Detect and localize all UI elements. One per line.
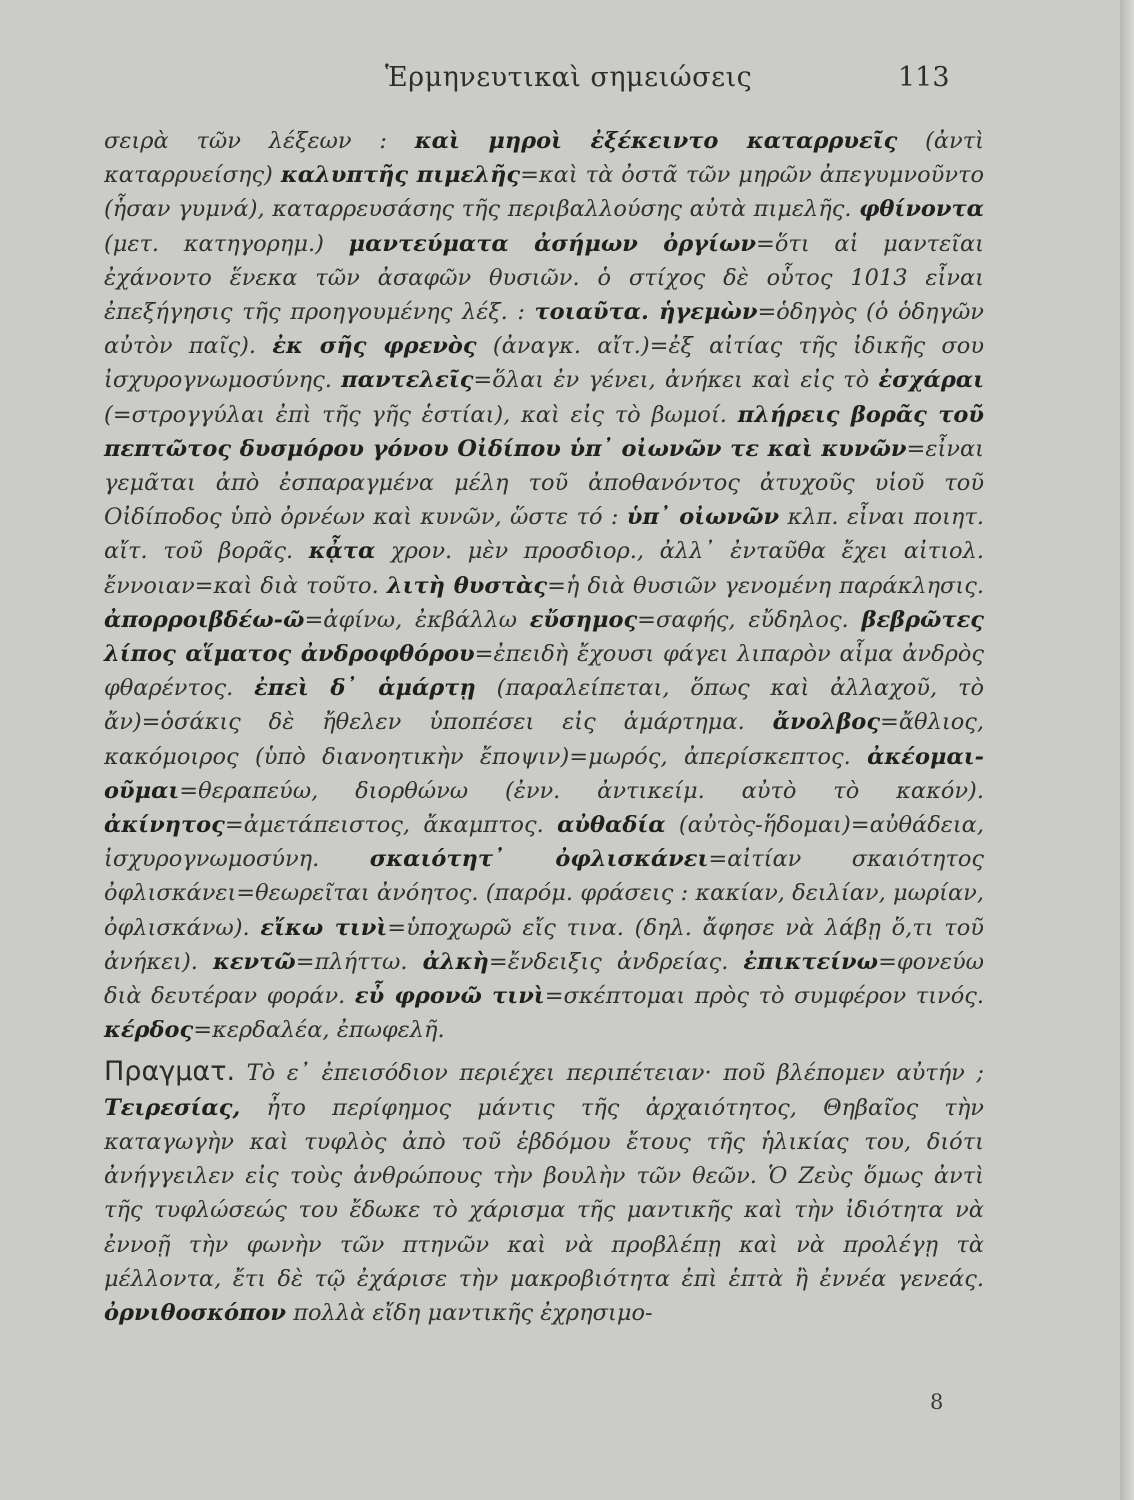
lemma-term: πλήρεις βορᾶς τοῦ πεπτῶτος δυσμόρου γόνου Οἰδίπου ὑπ᾽ οἰωνῶν τε καὶ κυνῶν (104, 401, 984, 462)
gloss-text: (ἀντὶ καταρρυείσης) (104, 128, 985, 189)
gloss-text: =ὑποχωρῶ εἴς τινα. (δηλ. ἄφησε νὰ λάβῃ ὅ,τι τοῦ ἀνήκει). (104, 914, 984, 975)
gloss-text: =ἀφίνω, ἐκβάλλω (304, 606, 530, 633)
lemma-term: ἄνολβος (772, 709, 881, 736)
lemma-term: ἀλκὴ (422, 948, 489, 975)
body-text (104, 124, 984, 1330)
lemma-term: σκαιότητ᾽ ὀφλισκάνει (369, 846, 709, 873)
pragmat-body (104, 1060, 984, 1325)
gloss-text: =φονεύω διὰ δευτέραν φοράν. (104, 948, 984, 1010)
lemma-term: τοιαῦτα. ἡγεμὼν (534, 299, 758, 326)
gloss-text: (μετ. κατηγορημ.) (104, 230, 349, 257)
gloss-text: =ὅλαι ἐν γένει, ἀνήκει καὶ εἰς τὸ (473, 367, 879, 394)
lemma-term: κέρδος (104, 1017, 194, 1044)
lemma-term: εἴκω τινὶ (260, 914, 388, 941)
gloss-text: (αὐτὸς-ἥδομαι)=αὐθάδεια, ἰσχυρογνωμοσύνη. (104, 812, 984, 873)
running-head: Ἑρμηνευτικαὶ σημειώσεις (385, 62, 753, 93)
gloss-text: =ἔνδειξις ἀνδρείας. (488, 948, 744, 975)
gloss-text: κλπ. εἶναι ποιητ. αἴτ. τοῦ βορᾶς. (104, 504, 984, 565)
lemma-term: ὀρνιθοσκόπον (104, 1299, 287, 1326)
gloss-text: χρον. μὲν προσδιορ., ἀλλ᾽ ἐνταῦθα ἔχει αἰτιολ. ἔννοιαν=καὶ διὰ τοῦτο. (104, 538, 984, 599)
lemma-term: μαντεύματα ἀσήμων ὀργίων (348, 230, 757, 257)
lemma-term: ἐπεὶ δ᾽ ἁμάρτῃ (254, 675, 476, 702)
gloss-text: =θεραπεύω, διορθώνω (ἐνν. ἀντικείμ. αὐτὸ τὸ κακόν). (179, 777, 984, 804)
lemma-term: φθίνοντα (859, 196, 984, 223)
lemma-term: Τειρεσίας, (104, 1094, 241, 1121)
lemma-term: καλυπτῆς πιμελῆς (280, 162, 521, 189)
gloss-text: ἦτο περίφημος μάντις τῆς ἀρχαιότητος, Θηβαῖος τὴν καταγωγὴν καὶ τυφλὸς ἀπὸ τοῦ ἑβδόμου ἔτους τῆς ἡλικίας του, διότι ἀνήγγειλεν εἰς τοὺς ἀνθρώπους τὴν βουλὴν τῶν θεῶν. Ὁ Ζεὺς ὅμως ἀντὶ τῆς τυφλώσεώς του ἔδωκε τὸ χάρισμα τῆς μαντικῆς καὶ τὴν ἰδιότητα νὰ ἐννοῇ τὴν φωνὴν τῶν πτηνῶν καὶ νὰ προβλέπῃ καὶ νὰ προλέγῃ τὰ μέλλοντα, ἔτι δὲ τῷ ἐχάρισε τὴν μακροβιότητα ἐπὶ ἑπτὰ ἢ ἐννέα γενεάς. (104, 1094, 984, 1292)
lemma-term: ἐσχάραι (878, 367, 984, 394)
lemma-term: ἀκέομαι-οῦμαι (104, 743, 984, 804)
page-number: 113 (898, 62, 950, 93)
lemma-term: εὔσημος (529, 606, 638, 633)
gloss-text: =καὶ τὰ ὀστᾶ τῶν μηρῶν ἀπεγυμνοῦντο (ἦσαν γυμνά), καταρρευσάσης τῆς περιβαλλούσης αὐτὰ πιμελῆς. (104, 162, 984, 223)
lemma-term: εὖ φρονῶ τινὶ (354, 983, 545, 1010)
gloss-text: =ἀμετάπειστος, ἄκαμπτος. (224, 812, 558, 839)
lemma-term: καὶ μηροὶ ἐξέκειντο καταρρυεῖς (414, 128, 898, 154)
gloss-text: =ὁδηγὸς (ὁ ὁδηγῶν αὐτὸν παῖς). (104, 299, 984, 360)
lemma-term: αὐθαδία (557, 812, 666, 839)
gloss-text: σειρὰ τῶν λέξεων : (104, 128, 415, 154)
lemma-term: κᾆτα (308, 538, 376, 565)
gloss-text: =κερδαλέα, ἐπωφελῆ. (193, 1017, 445, 1044)
commentary-paragraph (104, 124, 984, 1047)
section-label: Πραγματ. (104, 1056, 236, 1088)
lemma-term: βεβρῶτες λίπος αἵματος ἀνδροφθόρου (104, 606, 984, 668)
gloss-text: (παραλείπεται, ὅπως καὶ ἀλλαχοῦ, τὸ ἄν)=ὁσάκις δὲ ἤθελεν ὑποπέσει εἰς ἁμάρτημα. (104, 675, 984, 736)
lemma-term: παντελεῖς (341, 367, 474, 394)
gloss-text: =ἐπειδὴ ἔχουσι φάγει λιπαρὸν αἷμα ἀνδρὸς φθαρέντος. (104, 641, 984, 702)
gloss-text: =πλήττω. (295, 948, 423, 975)
gloss-text: =ἄθλιος, κακόμοιρος (ὑπὸ διανοητικὴν ἔποψιν)=μωρός, ἀπερίσκεπτος. (104, 709, 984, 770)
lemma-term: ἐπικτείνω (743, 948, 879, 975)
gloss-text: (=στρογγύλαι ἐπὶ τῆς γῆς ἑστίαι), καὶ εἰς τὸ βωμοί. (104, 401, 738, 428)
page-edge-shadow (1120, 0, 1134, 1500)
lemma-term: ὑπ᾽ οἰωνῶν (626, 504, 780, 531)
lemma-term: κεντῶ (213, 948, 296, 975)
gloss-text: πολλὰ εἴδη μαντικῆς ἐχρησιμο- (286, 1299, 653, 1326)
lemma-term: ἀκίνητος (104, 812, 225, 839)
gloss-text: =ὅτι αἱ μαντεῖαι ἐχάνοντο ἕνεκα τῶν ἀσαφῶν θυσιῶν. ὁ στίχος δὲ οὗτος 1013 εἶναι ἐπεξήγησις τῆς προηγουμένης λέξ. : (104, 230, 984, 326)
gloss-text: =ἡ διὰ θυσιῶν γενομένη παράκλησις. (547, 572, 984, 599)
signature-mark: 8 (930, 1390, 944, 1414)
pragmat-paragraph (104, 1055, 984, 1330)
gloss-text: =εἶναι γεμᾶται ἀπὸ ἐσπαραγμένα μέλη τοῦ ἀποθανόντος ἀτυχοῦς υἱοῦ τοῦ Οἰδίποδος ὑπὸ ὀρνέων καὶ κυνῶν, ὥστε τό : (104, 435, 984, 531)
lemma-term: ἀπορροιβδέω-ῶ (104, 606, 305, 633)
gloss-text: =αἰτίαν σκαιότητος ὀφλισκάνει=θεωρεῖται ἀνόητος. (παρόμ. φράσεις : κακίαν, δειλίαν, μωρίαν, ὀφλισκάνω). (104, 846, 984, 941)
page-header (0, 62, 1134, 102)
gloss-text: =σκέπτομαι πρὸς τὸ συμφέρον τινός. (544, 983, 984, 1010)
gloss-text: Τὸ ε᾽ ἐπεισόδιον περιέχει περιπέτειαν· ποῦ βλέπομεν αὐτήν ; (235, 1060, 984, 1087)
lemma-term: ἐκ σῆς φρενὸς (272, 333, 477, 360)
gloss-text: =σαφής, εὔδηλος. (637, 606, 862, 633)
lemma-term: λιτὴ θυστὰς (386, 572, 548, 599)
gloss-text: (ἀναγκ. αἴτ.)=ἐξ αἰτίας τῆς ἰδικῆς σου ἰσχυρογνωμοσύνης. (104, 333, 984, 394)
